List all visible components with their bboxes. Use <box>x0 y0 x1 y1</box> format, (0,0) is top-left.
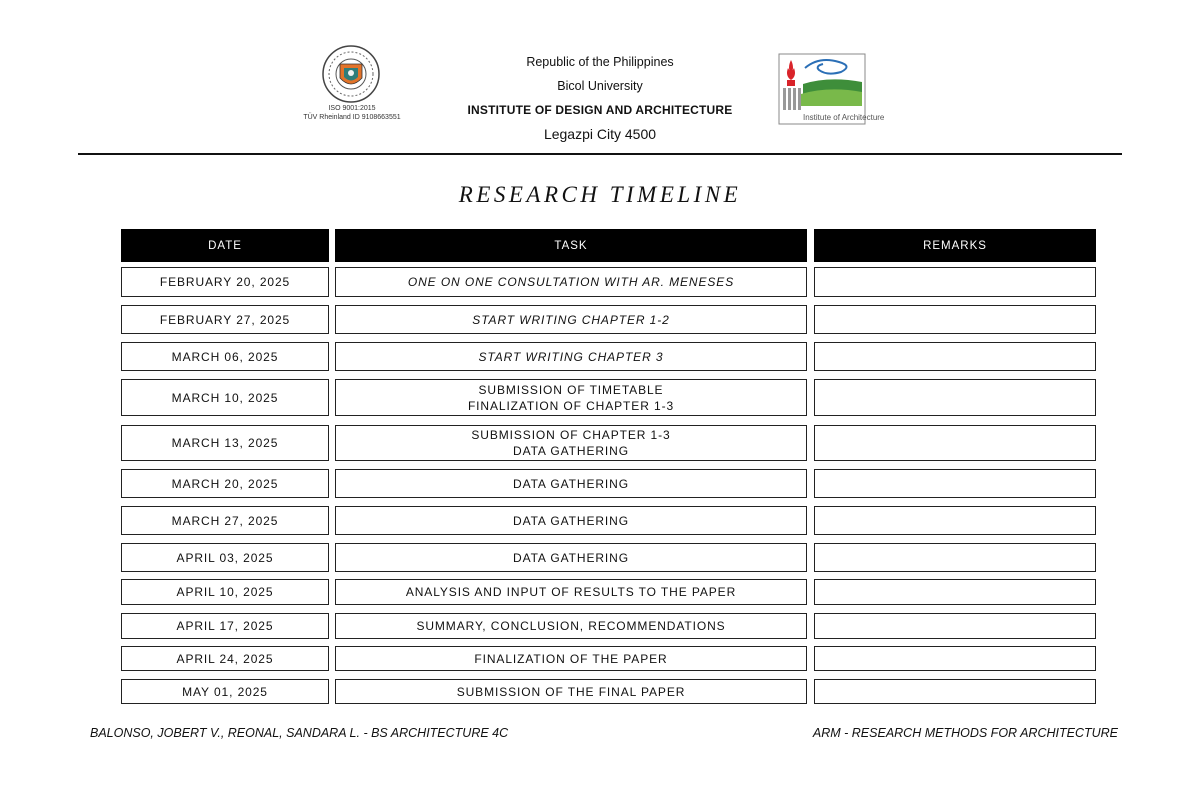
row-date: MARCH 13, 2025 <box>121 425 329 461</box>
row-remarks <box>814 469 1096 498</box>
row-date: APRIL 24, 2025 <box>121 646 329 671</box>
row-task-line: START WRITING CHAPTER 3 <box>478 349 664 364</box>
svg-text:Institute of Architecture: Institute of Architecture <box>803 113 885 122</box>
seal-caption-iso: ISO 9001:2015 <box>328 105 376 112</box>
row-date: MARCH 20, 2025 <box>121 469 329 498</box>
row-remarks <box>814 543 1096 572</box>
footer-authors: BALONSO, JOBERT V., REONAL, SANDARA L. - BS ARCHITECTURE 4C <box>90 726 509 740</box>
row-task <box>335 425 807 461</box>
row-date: APRIL 10, 2025 <box>121 579 329 605</box>
row-task <box>335 305 807 334</box>
row-task <box>335 543 807 572</box>
row-task-line: FINALIZATION OF CHAPTER 1-3 <box>467 398 675 413</box>
row-task <box>335 267 807 297</box>
row-date: APRIL 17, 2025 <box>121 613 329 639</box>
row-task-line: SUBMISSION OF CHAPTER 1-3 <box>471 428 671 442</box>
seal-caption-tuv: TÜV Rheinland ID 9108663551 <box>303 114 401 121</box>
row-task-line: DATA GATHERING <box>513 550 629 565</box>
row-date: MARCH 10, 2025 <box>121 379 329 416</box>
row-remarks <box>814 579 1096 605</box>
header-divider <box>78 153 1122 155</box>
row-date: MAY 01, 2025 <box>121 679 329 704</box>
footer-course: ARM - RESEARCH METHODS FOR ARCHITECTURE <box>812 726 1118 740</box>
column-header-date: DATE <box>121 229 329 262</box>
column-header-remarks: REMARKS <box>814 229 1096 262</box>
header-city: Legazpi City 4500 <box>543 126 657 142</box>
document-header <box>0 0 1200 156</box>
row-task-line: FINALIZATION OF THE PAPER <box>474 651 668 666</box>
seal-caption <box>300 104 404 122</box>
header-institute: INSTITUTE OF DESIGN AND ARCHITECTURE <box>467 103 733 117</box>
row-task-line: ANALYSIS AND INPUT OF RESULTS TO THE PAPER <box>405 585 737 599</box>
row-date: APRIL 03, 2025 <box>121 543 329 572</box>
row-date: FEBRUARY 27, 2025 <box>121 305 329 334</box>
header-university: Bicol University <box>557 79 643 93</box>
row-remarks <box>814 342 1096 371</box>
row-task-line: SUBMISSION OF THE FINAL PAPER <box>456 684 686 699</box>
row-remarks <box>814 506 1096 535</box>
row-task-line: DATA GATHERING <box>513 444 629 458</box>
row-task <box>335 613 807 639</box>
row-task-line: SUMMARY, CONCLUSION, RECOMMENDATIONS <box>416 619 726 633</box>
row-remarks <box>814 267 1096 297</box>
header-republic: Republic of the Philippines <box>526 55 674 69</box>
row-task-line: DATA GATHERING <box>513 513 629 528</box>
row-task-line: START WRITING CHAPTER 1-2 <box>472 312 670 327</box>
row-remarks <box>814 613 1096 639</box>
row-task <box>335 506 807 535</box>
row-task <box>335 342 807 371</box>
row-date: FEBRUARY 20, 2025 <box>121 267 329 297</box>
row-remarks <box>814 679 1096 704</box>
row-remarks <box>814 425 1096 461</box>
page-title: RESEARCH TIMELINE <box>458 182 742 207</box>
university-seal-icon <box>318 44 384 104</box>
row-task <box>335 579 807 605</box>
column-header-task: TASK <box>335 229 807 262</box>
row-task-line: SUBMISSION OF TIMETABLE <box>478 382 664 397</box>
row-task <box>335 469 807 498</box>
row-date: MARCH 27, 2025 <box>121 506 329 535</box>
row-task <box>335 646 807 671</box>
row-task-line: ONE ON ONE CONSULTATION WITH AR. MENESES <box>407 275 735 289</box>
institute-logo-icon <box>779 54 885 124</box>
row-remarks <box>814 379 1096 416</box>
row-task-line: DATA GATHERING <box>513 476 629 491</box>
row-remarks <box>814 305 1096 334</box>
header-text-block <box>400 50 800 146</box>
row-date: MARCH 06, 2025 <box>121 342 329 371</box>
row-task <box>335 379 807 416</box>
row-task <box>335 679 807 704</box>
row-remarks <box>814 646 1096 671</box>
